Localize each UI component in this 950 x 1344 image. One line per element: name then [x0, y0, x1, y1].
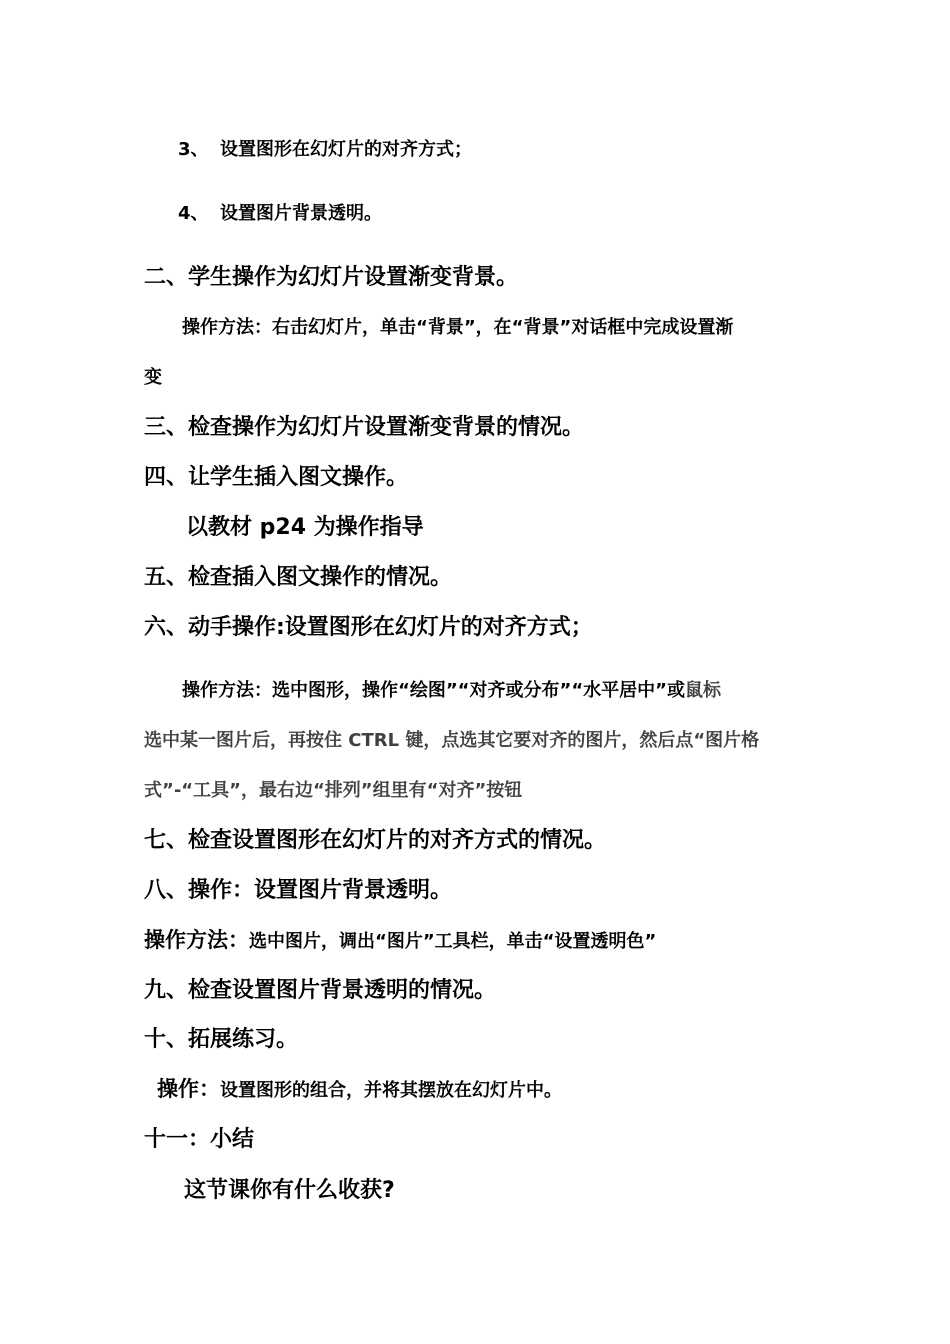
operation-text: 设置图形的组合，并将其摆放在幻灯片中。	[220, 1080, 562, 1101]
section-heading-10: 十、拓展练习。	[144, 1027, 299, 1052]
section-heading-3: 三、检查操作为幻灯片设置渐变背景的情况。	[144, 415, 585, 440]
section-heading-8: 八、操作：设置图片背景透明。	[144, 878, 453, 903]
section-6-method-line-3: 式”-“工具”，最右边“排列”组里有“对齐”按钮	[144, 780, 523, 801]
section-heading-6: 六、动手操作:设置图形在幻灯片的对齐方式；	[144, 615, 593, 640]
section-6-method-line-2: 选中某一图片后，再按住 CTRL 键，点选其它要对齐的图片，然后点“图片格	[144, 730, 760, 751]
section-2-method-line-2: 变	[144, 367, 162, 388]
list-item-4	[178, 203, 382, 225]
section-11-question: 这节课你有什么收获?	[184, 1178, 395, 1203]
list-text: 设置图片背景透明。	[220, 203, 382, 224]
section-heading-7: 七、检查设置图形在幻灯片的对齐方式的情况。	[144, 828, 607, 853]
method-label: 操作方法：	[144, 928, 249, 952]
method-text-gray: 鼠标	[684, 680, 721, 701]
section-heading-2: 二、学生操作为幻灯片设置渐变背景。	[144, 265, 519, 290]
list-text: 设置图形在幻灯片的对齐方式；	[220, 139, 472, 160]
section-2-method-line-1: 操作方法：右击幻灯片，单击“背景”，在“背景”对话框中完成设置渐	[182, 317, 734, 338]
operation-label: 操作：	[157, 1077, 220, 1101]
section-6-method-line-1	[182, 680, 721, 702]
section-heading-9: 九、检查设置图片背景透明的情况。	[144, 978, 497, 1003]
method-text: 选中图片，调出“图片”工具栏，单击“设置透明色”	[249, 931, 657, 952]
section-10-operation	[157, 1077, 562, 1102]
method-text: 操作方法：选中图形，操作“绘图”“对齐或分布”“水平居中”或	[182, 680, 685, 701]
section-heading-5: 五、检查插入图文操作的情况。	[144, 565, 453, 590]
list-item-3	[178, 139, 472, 161]
section-8-method	[144, 928, 656, 953]
list-number: 3、	[178, 139, 209, 160]
list-number: 4、	[178, 203, 209, 224]
section-4-note: 以教材 p24 为操作指导	[186, 515, 424, 540]
section-heading-11: 十一：小结	[144, 1127, 255, 1152]
section-heading-4: 四、让学生插入图文操作。	[144, 465, 409, 490]
